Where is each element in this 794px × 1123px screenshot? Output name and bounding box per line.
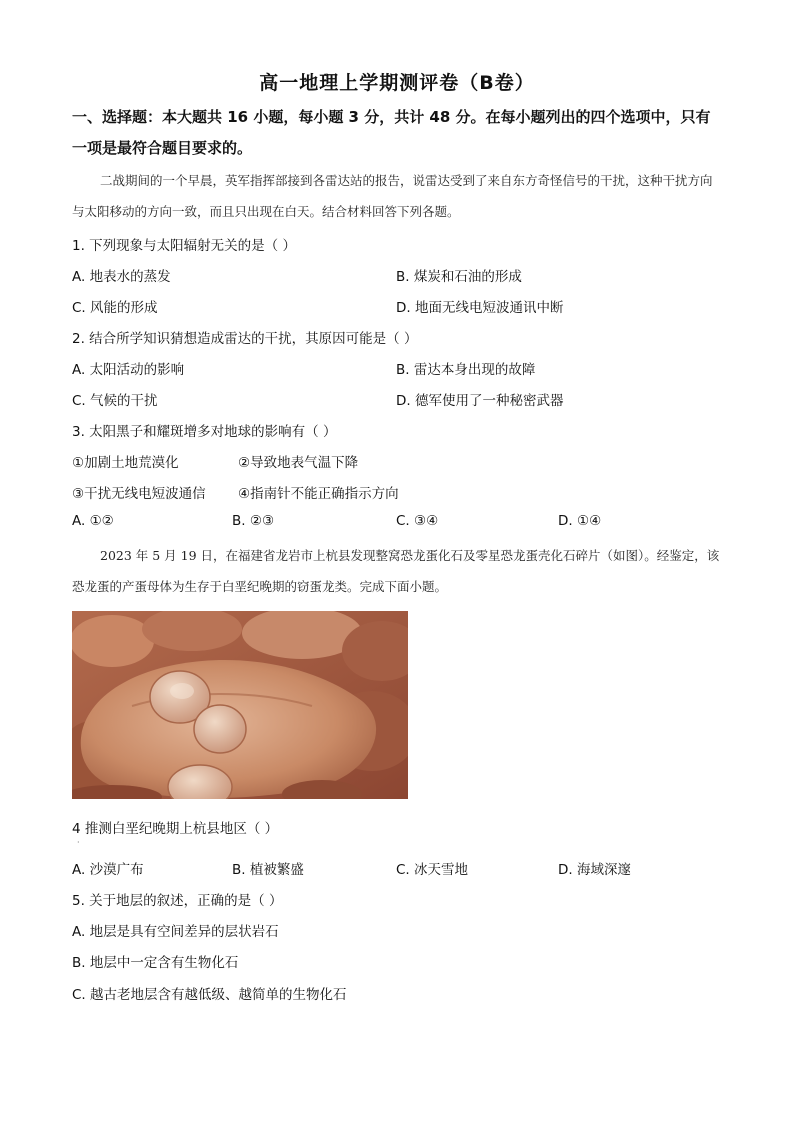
question-5-option-b: B. 地层中一定含有生物化石 — [72, 955, 239, 971]
material-paragraph-2: 2023 年 5 月 19 日，在福建省龙岩市上杭县发现整窝恐龙蛋化石及零星恐龙蛋壳化石碎片（如图）。经鉴定，该恐龙蛋的产蛋母体为生存于白垩纪晚期的窃蛋龙类。完成下面小题。 — [72, 548, 720, 594]
question-4-option-b: B. 植被繁盛 — [232, 862, 304, 878]
question-3-statement-3: ③干扰无线电短波通信 — [72, 486, 206, 502]
question-2-option-a: A. 太阳活动的影响 — [72, 362, 185, 378]
question-5-option-a: A. 地层是具有空间差异的层状岩石 — [72, 924, 279, 940]
question-5-stem: 5. 关于地层的叙述，正确的是（ ） — [72, 893, 283, 909]
question-5-option-c: C. 越古老地层含有越低级、越简单的生物化石 — [72, 987, 347, 1003]
question-4-option-d: D. 海域深邃 — [558, 862, 631, 878]
material-paragraph-1: 二战期间的一个早晨，英军指挥部接到各雷达站的报告，说雷达受到了来自东方奇怪信号的干扰，这种干扰方向与太阳移动的方向一致，而且只出现在白天。结合材料回答下列各题。 — [72, 173, 713, 219]
question-3-option-b: B. ②③ — [232, 513, 275, 529]
question-2-option-c: C. 气候的干扰 — [72, 393, 158, 409]
question-3-option-c: C. ③④ — [396, 513, 439, 529]
question-3-statement-1: ①加剧土地荒漠化 — [72, 455, 179, 471]
question-1-option-b: B. 煤炭和石油的形成 — [396, 269, 522, 285]
dinosaur-egg-fossil-photo — [72, 611, 408, 799]
question-3-statement-4: ④指南针不能正确指示方向 — [238, 486, 399, 502]
question-2-stem: 2. 结合所学知识猜想造成雷达的干扰，其原因可能是（ ） — [72, 331, 418, 347]
question-1-option-d: D. 地面无线电短波通讯中断 — [396, 300, 564, 316]
question-4-option-c: C. 冰天雪地 — [396, 862, 469, 878]
question-3-option-a: A. ①② — [72, 513, 114, 529]
question-1-option-a: A. 地表水的蒸发 — [72, 269, 171, 285]
question-3-stem: 3. 太阳黑子和耀斑增多对地球的影响有（ ） — [72, 424, 337, 440]
page-title: 高一地理上学期测评卷（B卷） — [259, 72, 535, 94]
question-1-option-c: C. 风能的形成 — [72, 300, 158, 316]
question-4-option-a: A. 沙漠广布 — [72, 862, 144, 878]
question-3-option-d: D. ①④ — [558, 513, 602, 529]
question-3-statement-2: ②导致地表气温下降 — [238, 455, 359, 471]
stray-mark: · — [77, 838, 80, 847]
question-1-stem: 1. 下列现象与太阳辐射无关的是（ ） — [72, 238, 296, 254]
question-2-option-d: D. 德军使用了一种秘密武器 — [396, 393, 564, 409]
question-4-stem: 4 推测白垩纪晚期上杭县地区（ ） — [72, 821, 279, 837]
section-heading: 一、选择题：本大题共 16 小题，每小题 3 分，共计 48 分。在每小题列出的四个选项中，只有一项是最符合题目要求的。 — [72, 108, 711, 157]
question-2-option-b: B. 雷达本身出现的故障 — [396, 362, 536, 378]
